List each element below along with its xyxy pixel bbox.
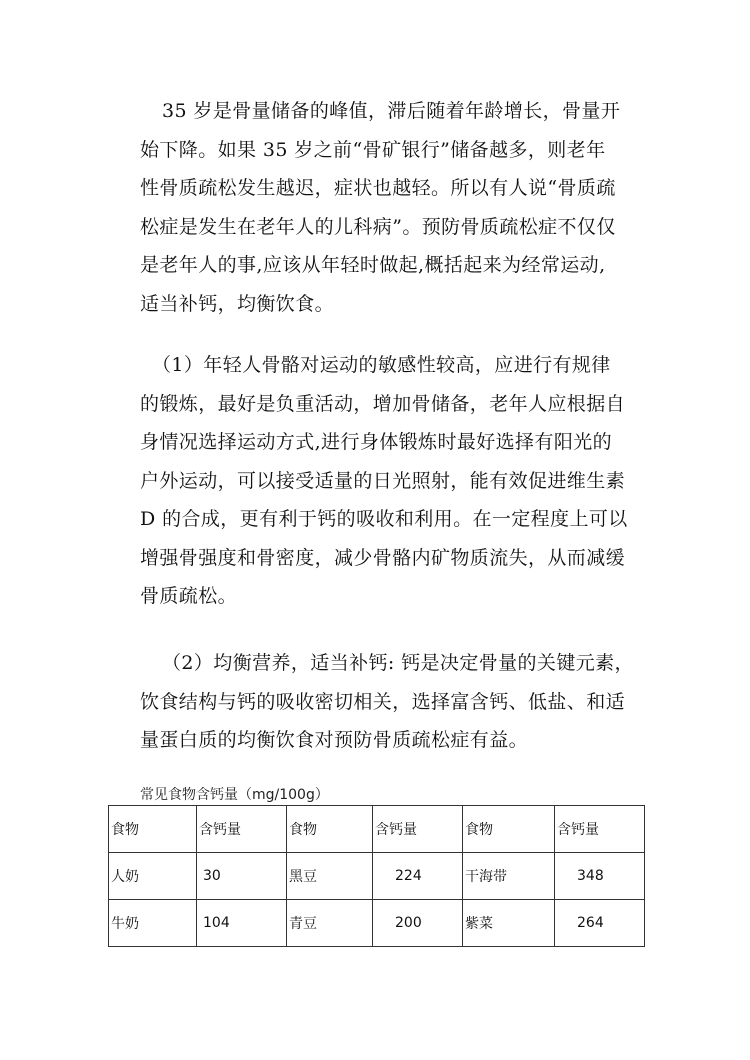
paragraph-line: 增强骨强度和骨密度，减少骨骼内矿物质流失，从而减缓 (140, 546, 626, 569)
table-header-cell: 食物 (109, 806, 197, 853)
table-header-cell: 食物 (463, 806, 555, 853)
paragraph-line: 饮食结构与钙的吸收密切相关，选择富含钙、低盐、和适 (140, 690, 626, 713)
table-row (109, 853, 645, 900)
paragraph-line: （2）均衡营养，适当补钙: 钙是决定骨量的关键元素， (162, 652, 634, 674)
paragraph-line: 户外运动，可以接受适量的日光照射，能有效促进维生素 (140, 469, 626, 492)
table-cell: 30 (197, 853, 287, 900)
paragraph-line: （1）年轻人骨骼对运动的敏感性较高，应进行有规律 (152, 354, 611, 376)
table-header-row (109, 806, 645, 853)
paragraph-line: 量蛋白质的均衡饮食对预防骨质疏松症有益。 (140, 729, 529, 751)
paragraph-line: 身情况选择运动方式,进行身体锻炼时最好选择有阳光的 (140, 431, 613, 453)
paragraph-line: 松症是发生在老年人的儿科病”。预防骨质疏松症不仅仅 (140, 215, 616, 238)
table-cell: 348 (555, 853, 645, 900)
table-cell: 人奶 (109, 853, 197, 900)
table-cell: 紫菜 (463, 900, 555, 947)
table-row (109, 900, 645, 947)
table-cell: 224 (373, 853, 463, 900)
paragraph-line: 骨质疏松。 (140, 585, 238, 607)
table-cell: 青豆 (287, 900, 373, 947)
calcium-content-table (108, 805, 645, 947)
paragraph-exercise (140, 346, 640, 616)
paragraph-line: 始下降。如果 35 岁之前“骨矿银行”储备越多，则老年 (140, 138, 606, 161)
paragraph-line: D 的合成，更有利于钙的吸收和利用。在一定程度上可以 (140, 508, 628, 530)
paragraph-line: 适当补钙，均衡饮食。 (140, 292, 335, 315)
table-cell: 干海带 (463, 853, 555, 900)
table-cell: 264 (555, 900, 645, 947)
paragraph-nutrition (140, 644, 640, 760)
paragraph-line: 是老年人的事,应该从年轻时做起,概括起来为经常运动, (140, 254, 606, 276)
paragraph-line: 35 岁是骨量储备的峰值，滞后随着年龄增长，骨量开 (162, 100, 621, 122)
table-cell: 200 (373, 900, 463, 947)
table-header-cell: 含钙量 (197, 806, 287, 853)
table-cell: 黑豆 (287, 853, 373, 900)
paragraph-line: 的锻炼，最好是负重活动，增加骨储备，老年人应根据自 (140, 392, 626, 415)
table-header-cell: 食物 (287, 806, 373, 853)
table-header-cell: 含钙量 (555, 806, 645, 853)
table-cell: 104 (197, 900, 287, 947)
paragraph-bone-peak (140, 92, 640, 323)
table-caption: 常见食物含钙量（mg/100g） (140, 787, 329, 803)
table-cell: 牛奶 (109, 900, 197, 947)
paragraph-line: 性骨质疏松发生越迟，症状也越轻。所以有人说“骨质疏 (140, 177, 616, 199)
table-header-cell: 含钙量 (373, 806, 463, 853)
